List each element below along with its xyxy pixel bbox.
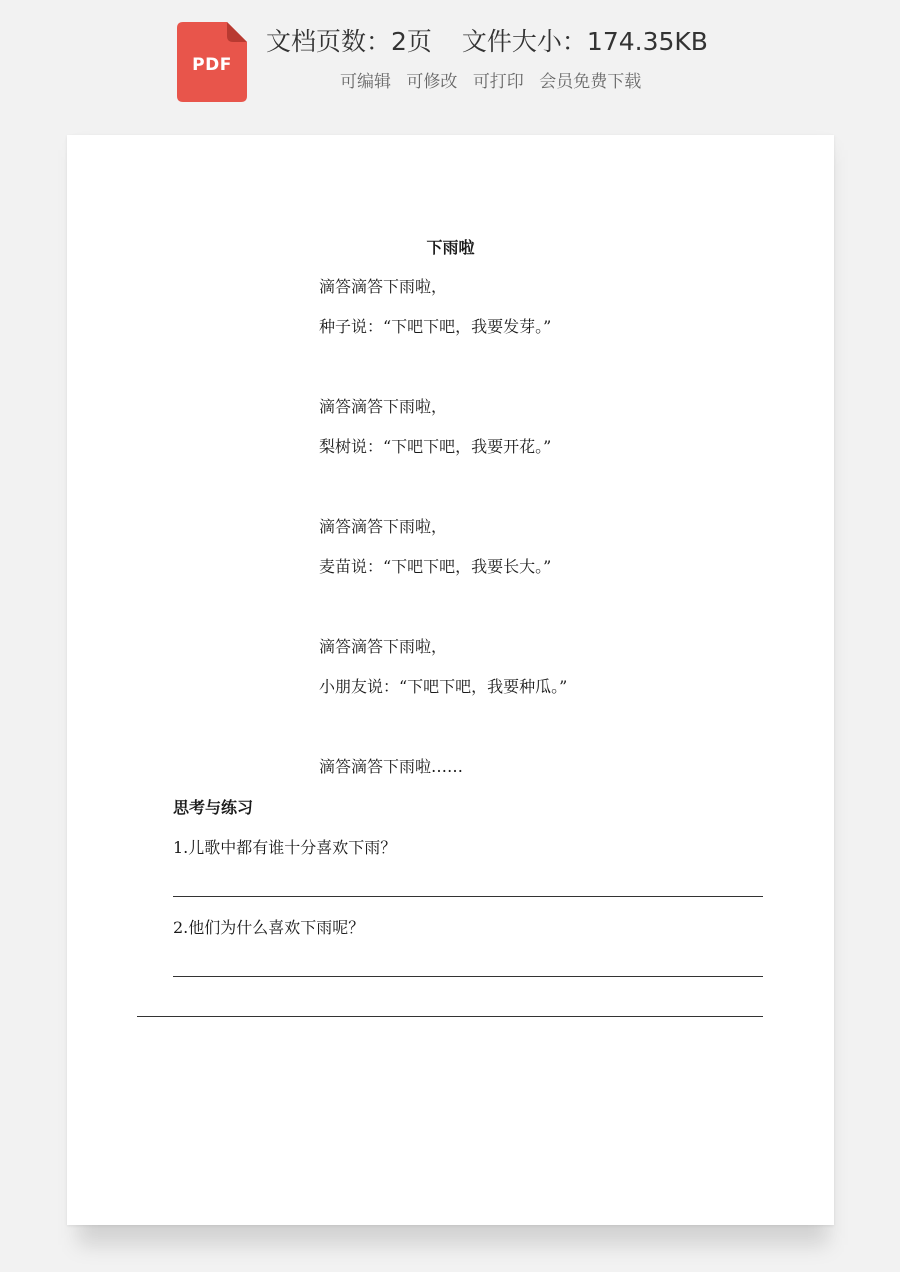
pdf-file-icon [177, 22, 247, 102]
document-title: 下雨啦 [426, 238, 475, 257]
feature-list [340, 67, 651, 92]
poem-stanza-break [319, 593, 567, 633]
exercise-section-title: 思考与练习 [173, 798, 254, 817]
feature-member-download: 会员免费下载 [539, 72, 642, 92]
poem-line: 小朋友说：“下吧下吧，我要种瓜。” [319, 677, 568, 696]
feature-printable: 可打印 [472, 72, 524, 92]
pdf-icon-label: PDF [192, 55, 232, 75]
question-2: 2.他们为什么喜欢下雨呢？ [173, 918, 365, 937]
question-1: 1.儿歌中都有谁十分喜欢下雨？ [173, 838, 397, 857]
document-page [67, 135, 834, 1225]
answer-line-1 [173, 896, 763, 897]
answer-line-3 [137, 1016, 763, 1017]
file-size: 文件大小：174.35KB [461, 27, 708, 56]
poem-line: 梨树说：“下吧下吧，我要开花。” [319, 437, 552, 456]
poem-stanza-break [319, 353, 567, 393]
poem-stanza-break [319, 473, 567, 513]
poem-line: 滴答滴答下雨啦， [319, 397, 448, 416]
feature-editable: 可编辑 [340, 72, 391, 92]
poem-line: 滴答滴答下雨啦， [319, 277, 448, 296]
poem-line: 种子说：“下吧下吧，我要发芽。” [319, 317, 552, 336]
answer-line-2 [173, 976, 763, 977]
poem-line: 滴答滴答下雨啦， [319, 517, 448, 536]
poem-line: 滴答滴答下雨啦…… [319, 757, 464, 776]
poem-stanza-break [319, 713, 567, 753]
poem-line: 麦苗说：“下吧下吧，我要长大。” [319, 557, 552, 576]
document-info [266, 22, 708, 58]
page-count: 文档页数：2页 [266, 27, 432, 56]
poem-body [319, 273, 567, 793]
feature-modifiable: 可修改 [406, 72, 458, 92]
poem-line: 滴答滴答下雨啦， [319, 637, 448, 656]
